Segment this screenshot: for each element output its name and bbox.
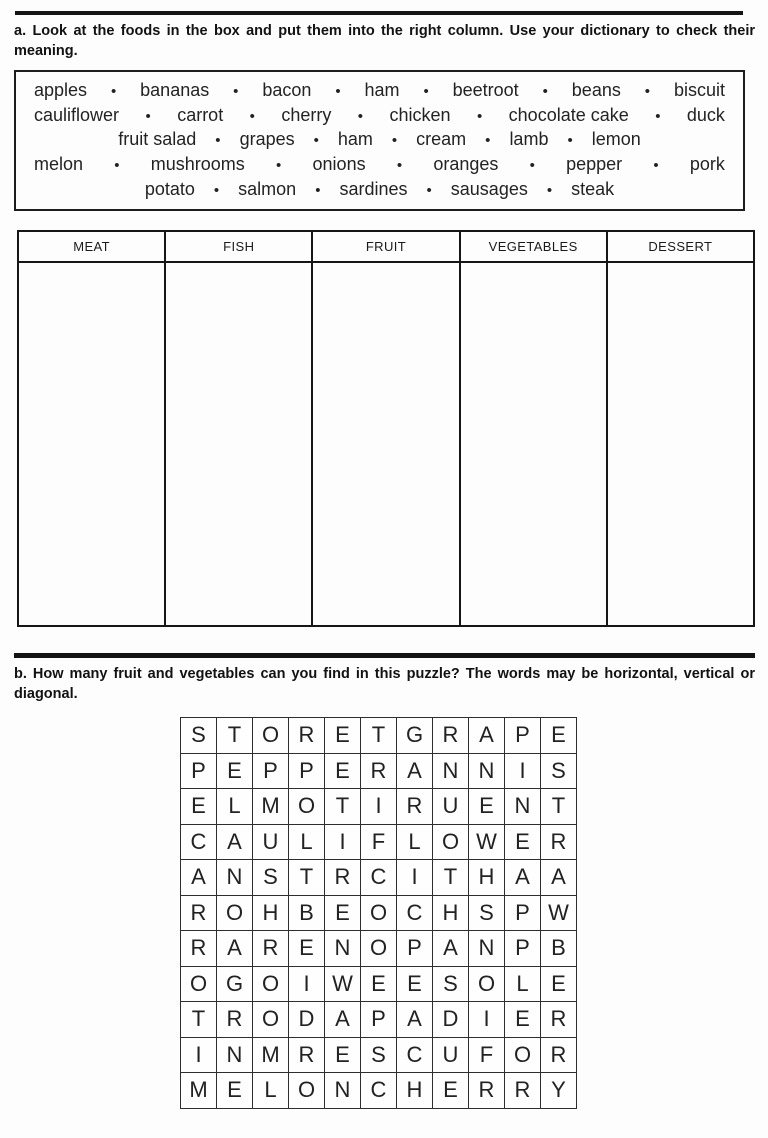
word-box-line <box>34 179 725 200</box>
puzzle-cell: S <box>469 895 505 931</box>
puzzle-cell: O <box>505 1037 541 1073</box>
puzzle-cell: O <box>361 931 397 967</box>
bullet-separator: • <box>542 82 548 100</box>
puzzle-cell: R <box>433 718 469 754</box>
puzzle-cell: G <box>217 966 253 1002</box>
puzzle-cell: L <box>217 789 253 825</box>
puzzle-row <box>181 860 577 896</box>
puzzle-cell: O <box>253 1002 289 1038</box>
puzzle-cell: I <box>361 789 397 825</box>
puzzle-cell: O <box>289 789 325 825</box>
puzzle-cell: E <box>505 824 541 860</box>
food-word: ham <box>337 129 373 150</box>
puzzle-cell: R <box>289 718 325 754</box>
puzzle-cell: A <box>217 824 253 860</box>
puzzle-cell: N <box>505 789 541 825</box>
puzzle-cell: T <box>541 789 577 825</box>
puzzle-cell: T <box>361 718 397 754</box>
puzzle-cell: E <box>397 966 433 1002</box>
puzzle-cell: E <box>289 931 325 967</box>
food-word: bananas <box>140 79 210 100</box>
food-word: melon <box>34 154 84 175</box>
empty-category-cell <box>165 262 312 626</box>
puzzle-cell: R <box>217 1002 253 1038</box>
puzzle-cell: A <box>505 860 541 896</box>
puzzle-cell: E <box>181 789 217 825</box>
top-rule <box>15 11 743 15</box>
puzzle-cell: P <box>289 753 325 789</box>
word-box-line <box>34 80 725 101</box>
puzzle-cell: E <box>325 1037 361 1073</box>
bullet-separator: • <box>114 157 120 175</box>
puzzle-cell: B <box>289 895 325 931</box>
puzzle-cell: P <box>181 753 217 789</box>
puzzle-cell: L <box>505 966 541 1002</box>
food-word: oranges <box>433 154 499 175</box>
bullet-separator: • <box>249 107 255 125</box>
puzzle-cell: N <box>217 1037 253 1073</box>
puzzle-cell: P <box>397 931 433 967</box>
puzzle-cell: A <box>181 860 217 896</box>
bullet-separator: • <box>335 82 341 100</box>
bullet-separator: • <box>476 107 483 125</box>
puzzle-cell: C <box>397 895 433 931</box>
puzzle-cell: H <box>433 895 469 931</box>
puzzle-cell: O <box>433 824 469 860</box>
puzzle-cell: T <box>289 860 325 896</box>
puzzle-cell: E <box>325 753 361 789</box>
word-box-line <box>34 105 725 126</box>
puzzle-cell: U <box>433 1037 469 1073</box>
bullet-separator: • <box>357 107 364 125</box>
bullet-separator: • <box>110 82 117 100</box>
puzzle-cell: C <box>397 1037 433 1073</box>
puzzle-cell: I <box>325 824 361 860</box>
puzzle-cell: N <box>469 931 505 967</box>
category-table-header-row <box>18 231 754 262</box>
puzzle-row <box>181 718 577 754</box>
puzzle-cell: E <box>433 1073 469 1109</box>
bullet-separator: • <box>644 82 651 100</box>
puzzle-cell: O <box>289 1073 325 1109</box>
word-box-line <box>34 154 725 175</box>
section-a-instruction: a. Look at the foods in the box and put them into the right column. Use your dictionary to check their meaning. <box>14 23 755 59</box>
empty-category-cell <box>312 262 459 626</box>
food-word: potato <box>144 179 195 200</box>
puzzle-cell: C <box>181 824 217 860</box>
bullet-separator: • <box>423 82 429 100</box>
puzzle-cell: R <box>181 931 217 967</box>
bullet-separator: • <box>653 157 659 175</box>
puzzle-cell: R <box>505 1073 541 1109</box>
puzzle-cell: I <box>289 966 325 1002</box>
empty-category-cell <box>607 262 754 626</box>
puzzle-cell: U <box>253 824 289 860</box>
word-box-line <box>34 129 725 150</box>
puzzle-cell: P <box>361 1002 397 1038</box>
food-word: carrot <box>177 104 224 125</box>
puzzle-cell: E <box>361 966 397 1002</box>
puzzle-cell: H <box>397 1073 433 1109</box>
puzzle-cell: I <box>505 753 541 789</box>
puzzle-cell: S <box>361 1037 397 1073</box>
food-word: ham <box>364 79 400 100</box>
puzzle-cell: E <box>217 1073 253 1109</box>
puzzle-cell: O <box>253 966 289 1002</box>
puzzle-cell: R <box>289 1037 325 1073</box>
puzzle-cell: F <box>361 824 397 860</box>
food-word: steak <box>571 179 615 200</box>
puzzle-cell: R <box>253 931 289 967</box>
puzzle-cell: Y <box>541 1073 577 1109</box>
bullet-separator: • <box>233 82 239 100</box>
puzzle-cell: R <box>325 860 361 896</box>
puzzle-row <box>181 1073 577 1109</box>
food-word: bacon <box>262 79 312 100</box>
puzzle-cell: E <box>325 718 361 754</box>
bullet-separator: • <box>315 182 321 200</box>
puzzle-cell: E <box>217 753 253 789</box>
puzzle-cell: N <box>325 1073 361 1109</box>
puzzle-cell: M <box>181 1073 217 1109</box>
puzzle-cell: S <box>181 718 217 754</box>
puzzle-cell: P <box>505 895 541 931</box>
puzzle-cell: P <box>505 718 541 754</box>
column-header-meat: MEAT <box>18 231 165 262</box>
puzzle-cell: O <box>253 718 289 754</box>
puzzle-cell: C <box>361 860 397 896</box>
puzzle-cell: R <box>397 789 433 825</box>
word-search-grid-body <box>181 718 577 1109</box>
puzzle-cell: I <box>181 1037 217 1073</box>
puzzle-cell: W <box>325 966 361 1002</box>
bullet-separator: • <box>546 182 553 200</box>
word-search-grid <box>180 717 577 1109</box>
puzzle-cell: D <box>289 1002 325 1038</box>
puzzle-cell: P <box>505 931 541 967</box>
puzzle-row <box>181 1002 577 1038</box>
puzzle-cell: A <box>541 860 577 896</box>
puzzle-cell: G <box>397 718 433 754</box>
puzzle-cell: A <box>325 1002 361 1038</box>
food-word: cream <box>416 129 467 150</box>
puzzle-cell: T <box>325 789 361 825</box>
puzzle-row <box>181 1037 577 1073</box>
puzzle-cell: A <box>217 931 253 967</box>
food-word: biscuit <box>673 79 725 100</box>
puzzle-cell: W <box>541 895 577 931</box>
bullet-separator: • <box>485 132 491 150</box>
bullet-separator: • <box>313 132 319 150</box>
puzzle-cell: T <box>433 860 469 896</box>
puzzle-cell: R <box>541 1037 577 1073</box>
empty-category-cell <box>18 262 165 626</box>
puzzle-cell: A <box>433 931 469 967</box>
puzzle-cell: A <box>397 1002 433 1038</box>
puzzle-cell: T <box>181 1002 217 1038</box>
puzzle-cell: E <box>325 895 361 931</box>
puzzle-cell: F <box>469 1037 505 1073</box>
puzzle-row <box>181 753 577 789</box>
column-header-fruit: FRUIT <box>312 231 459 262</box>
puzzle-cell: O <box>217 895 253 931</box>
bullet-separator: • <box>426 182 432 200</box>
puzzle-cell: N <box>325 931 361 967</box>
food-word: beetroot <box>452 79 519 100</box>
bullet-separator: • <box>529 157 535 175</box>
column-header-vegetables: VEGETABLES <box>460 231 607 262</box>
puzzle-cell: O <box>469 966 505 1002</box>
word-box <box>14 70 745 211</box>
food-word: chicken <box>389 104 451 125</box>
puzzle-row <box>181 824 577 860</box>
puzzle-cell: M <box>253 789 289 825</box>
puzzle-cell: E <box>469 789 505 825</box>
puzzle-cell: I <box>397 860 433 896</box>
puzzle-cell: R <box>361 753 397 789</box>
bullet-separator: • <box>213 182 220 200</box>
bullet-separator: • <box>396 157 403 175</box>
puzzle-cell: S <box>433 966 469 1002</box>
bullet-separator: • <box>391 132 398 150</box>
food-word: sardines <box>339 179 408 200</box>
puzzle-cell: H <box>253 895 289 931</box>
puzzle-cell: M <box>253 1037 289 1073</box>
puzzle-cell: N <box>217 860 253 896</box>
food-word: lemon <box>591 129 641 150</box>
puzzle-cell: C <box>361 1073 397 1109</box>
puzzle-cell: L <box>253 1073 289 1109</box>
puzzle-row <box>181 789 577 825</box>
puzzle-cell: L <box>289 824 325 860</box>
puzzle-cell: I <box>469 1002 505 1038</box>
bullet-separator: • <box>276 157 282 175</box>
puzzle-cell: R <box>541 1002 577 1038</box>
puzzle-cell: O <box>181 966 217 1002</box>
puzzle-row <box>181 931 577 967</box>
puzzle-cell: T <box>217 718 253 754</box>
bullet-separator: • <box>567 132 573 150</box>
puzzle-cell: E <box>541 966 577 1002</box>
puzzle-cell: R <box>469 1073 505 1109</box>
puzzle-row <box>181 895 577 931</box>
puzzle-cell: U <box>433 789 469 825</box>
food-word: cauliflower <box>34 104 120 125</box>
puzzle-cell: A <box>397 753 433 789</box>
category-table-body-row <box>18 262 754 626</box>
section-b-instruction: b. How many fruit and vegetables can you find in this puzzle? The words may be horizontal, vertical or diagonal. <box>14 666 755 702</box>
puzzle-cell: N <box>433 753 469 789</box>
puzzle-cell: P <box>253 753 289 789</box>
food-word: salmon <box>238 179 297 200</box>
puzzle-cell: R <box>541 824 577 860</box>
puzzle-cell: R <box>181 895 217 931</box>
food-word: fruit salad <box>118 129 197 150</box>
empty-category-cell <box>460 262 607 626</box>
puzzle-cell: E <box>541 718 577 754</box>
food-word: onions <box>312 154 366 175</box>
puzzle-cell: A <box>469 718 505 754</box>
column-header-dessert: DESSERT <box>607 231 754 262</box>
puzzle-cell: D <box>433 1002 469 1038</box>
puzzle-cell: H <box>469 860 505 896</box>
puzzle-cell: S <box>541 753 577 789</box>
puzzle-row <box>181 966 577 1002</box>
puzzle-cell: W <box>469 824 505 860</box>
food-word: lamb <box>509 129 549 150</box>
food-word: pepper <box>566 154 623 175</box>
puzzle-cell: S <box>253 860 289 896</box>
food-word: sausages <box>450 179 528 200</box>
puzzle-cell: N <box>469 753 505 789</box>
food-word: chocolate cake <box>508 104 629 125</box>
puzzle-cell: O <box>361 895 397 931</box>
food-word: grapes <box>239 129 295 150</box>
food-word: cherry <box>281 104 332 125</box>
bullet-separator: • <box>145 107 151 125</box>
bullet-separator: • <box>655 107 661 125</box>
column-header-fish: FISH <box>165 231 312 262</box>
food-word: mushrooms <box>150 154 245 175</box>
food-word: beans <box>571 79 621 100</box>
food-word: apples <box>34 79 88 100</box>
puzzle-cell: L <box>397 824 433 860</box>
food-word: pork <box>689 154 725 175</box>
puzzle-cell: E <box>505 1002 541 1038</box>
category-table <box>17 230 755 627</box>
bullet-separator: • <box>215 132 221 150</box>
puzzle-cell: B <box>541 931 577 967</box>
section-divider-rule <box>14 653 755 658</box>
food-word: duck <box>686 104 725 125</box>
